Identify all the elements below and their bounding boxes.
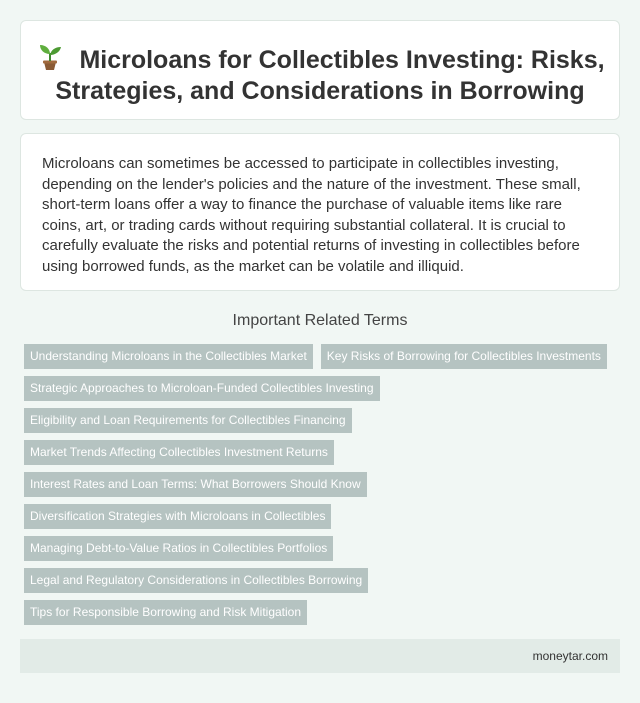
tag-row <box>24 504 624 529</box>
footer-site-name[interactable]: moneytar.com <box>532 649 608 663</box>
related-terms-heading: Important Related Terms <box>232 312 408 329</box>
page-title <box>21 43 619 107</box>
page-title-text: Microloans for Collectibles Investing: Risks, Strategies, and Considerations in Borrowing <box>55 46 605 105</box>
tag-row <box>24 568 624 593</box>
tag-row <box>24 408 624 433</box>
intro-paragraph: Microloans can sometimes be accessed to participate in collectibles investing, depending on the lender's policies and the nature of the investment. These small, short-term loans offer a way to finance the purchase of valuable items like rare coins, art, or trading cards without requiring substantial collateral. It is crucial to carefully evaluate the risks and potential returns of investing in collectibles before using borrowed funds, as the market can be volatile and illiquid. <box>42 155 581 275</box>
seedling-icon <box>35 43 65 71</box>
related-term-tag[interactable]: Market Trends Affecting Collectibles Investment Returns <box>24 440 334 465</box>
related-term-tag[interactable]: Strategic Approaches to Microloan-Funded Collectibles Investing <box>24 376 380 401</box>
tag-row <box>24 472 624 497</box>
related-term-tag[interactable]: Understanding Microloans in the Collectibles Market <box>24 344 313 369</box>
related-term-tag[interactable]: Eligibility and Loan Requirements for Collectibles Financing <box>24 408 352 433</box>
tag-row <box>24 344 624 369</box>
related-term-tag[interactable]: Managing Debt-to-Value Ratios in Collectibles Portfolios <box>24 536 333 561</box>
related-term-tag[interactable]: Diversification Strategies with Microloans in Collectibles <box>24 504 331 529</box>
footer <box>20 639 620 673</box>
related-term-tag[interactable]: Key Risks of Borrowing for Collectibles Investments <box>321 344 607 369</box>
related-terms-list <box>24 344 624 632</box>
tag-row <box>24 600 624 625</box>
intro-card <box>20 133 620 291</box>
related-term-tag[interactable]: Interest Rates and Loan Terms: What Borrowers Should Know <box>24 472 367 497</box>
tag-row <box>24 440 624 465</box>
related-term-tag[interactable]: Legal and Regulatory Considerations in Collectibles Borrowing <box>24 568 368 593</box>
tag-row <box>24 376 624 401</box>
title-card <box>20 20 620 120</box>
related-term-tag[interactable]: Tips for Responsible Borrowing and Risk Mitigation <box>24 600 307 625</box>
tag-row <box>24 536 624 561</box>
